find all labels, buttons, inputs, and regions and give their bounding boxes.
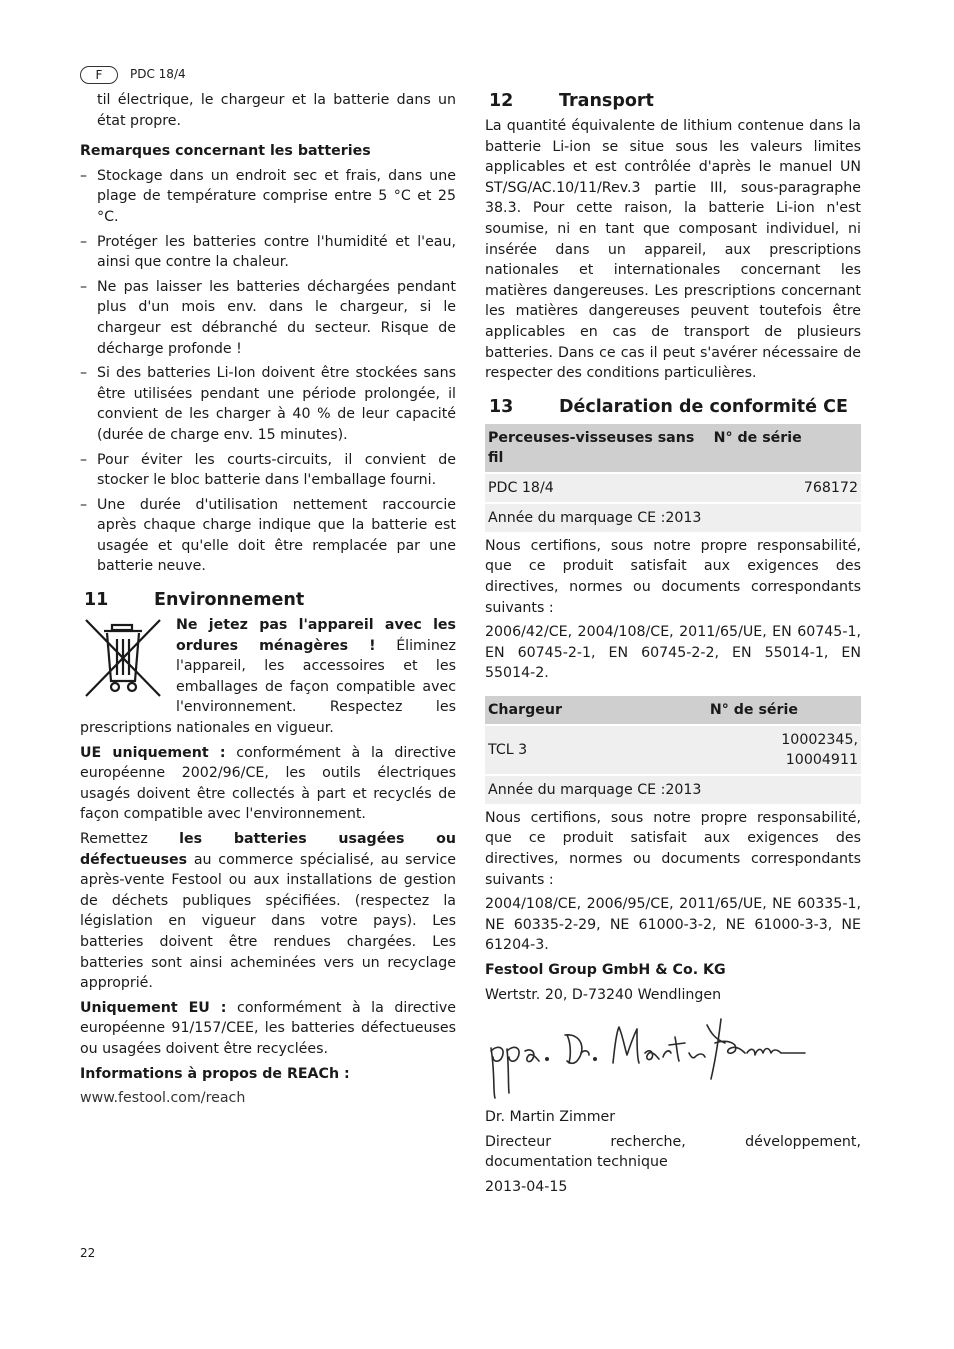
- reach-link[interactable]: www.festool.com/reach: [80, 1090, 246, 1107]
- certification-text-2: Nous certifions, sous notre propre responsabilité, que ce produit satisfait aux exigences des directives, normes ou documents correspondants suivants :: [485, 809, 861, 888]
- language-badge: F: [80, 66, 118, 84]
- section-13-heading: [485, 396, 861, 418]
- company-name: Festool Group GmbH & Co. KG: [485, 962, 726, 979]
- table-cell-product: TCL 3: [485, 725, 707, 775]
- left-column: [80, 90, 456, 1113]
- table-header-serial: N° de série: [707, 696, 861, 725]
- environment-block: [80, 615, 456, 743]
- table-row: [485, 725, 861, 775]
- table-cell-serial: 768172: [711, 473, 861, 503]
- section-title: Transport: [559, 91, 654, 111]
- page-number: 22: [80, 1246, 96, 1260]
- signer-name: Dr. Martin Zimmer: [485, 1109, 616, 1126]
- charger-conformity-table: [485, 696, 861, 804]
- table-header-product: Chargeur: [485, 696, 707, 725]
- table-cell-ce-year: Année du marquage CE :2013: [485, 503, 861, 532]
- section-12-heading: [485, 90, 861, 112]
- section-number: 11: [84, 590, 109, 611]
- right-column: [485, 90, 861, 1202]
- handwritten-signature: [485, 1013, 815, 1103]
- section-11-heading: [80, 589, 456, 611]
- document-code: PDC 18/4: [130, 67, 186, 81]
- list-item: – Stockage dans un endroit sec et frais, dans une plage de température comprise entre 5 °C et 25 °C.: [80, 167, 456, 225]
- list-item: – Si des batteries Li-Ion doivent être stockées sans être utilisées pendant une période prolongée, il convient de les charger à 40 % de leur capacité (durée de charge env. 15 minutes).: [80, 365, 456, 443]
- table-cell-product: PDC 18/4: [485, 473, 711, 503]
- signature-date: 2013-04-15: [485, 1179, 568, 1195]
- return-batteries-paragraph: Remettez les batteries usagées ou défectueuses au commerce spécialisé, au service après-vente Festool ou aux installations de gestion de déchets publiques spécifiées. (respectez la législation en vigueur dans votre pays). Les batteries doivent être rendues chargées. Les batteries sont ainsi acheminées vers un recyclage approprié.: [80, 831, 457, 992]
- intro-continuation: til électrique, le chargeur et la batterie dans un état propre.: [97, 92, 456, 129]
- table-row: [485, 503, 861, 532]
- norms-list-1: 2006/42/CE, 2004/108/CE, 2011/65/UE, EN 60745-1, EN 60745-2-1, EN 60745-2-2, EN 55014-1, EN 55014-2.: [485, 624, 861, 682]
- table-row: [485, 473, 861, 503]
- drill-conformity-table: [485, 424, 861, 532]
- transport-text: La quantité équivalente de lithium contenue dans la batterie Li-ion se situe sous les valeurs limites applicables et est contrôlée d'après le manuel UN ST/SG/AC.10/11/Rev.3 partie III, sous-paragraphe 38.3. Pour cette raison, la batterie Li-ion n'est soumise, ni en tant que composant individuel, ni insérée dans un appareil, aux prescriptions nationales et internationales concernant les matières dangereuses. Les prescriptions concernant les matières dangereuses peuvent toutefois être applicables en cas de transport de plusieurs batteries. Dans ce cas il peut s'avérer nécessaire de respecter des conditions particulières.: [485, 118, 861, 382]
- section-title: Déclaration de conformité CE: [559, 396, 848, 417]
- crossed-out-bin-icon: [84, 617, 162, 699]
- table-row: [485, 775, 861, 804]
- section-number: 12: [489, 91, 514, 111]
- list-item: – Une durée d'utilisation nettement raccourcie après chaque charge indique que la batterie est usagée et qu'elle doit être remplacée par une batterie neuve.: [80, 496, 456, 575]
- list-item: – Protéger les batteries contre l'humidité et l'eau, ainsi que contre la chaleur.: [80, 233, 456, 271]
- section-title: Environnement: [154, 590, 305, 611]
- list-item: – Pour éviter les courts-circuits, il convient de stocker le bloc batterie dans l'emballage fourni.: [80, 451, 456, 489]
- table-header-product: Perceuses-visseuses sans fil: [485, 424, 711, 473]
- section-number: 13: [489, 396, 514, 417]
- table-cell-serial: 10002345, 10004911: [707, 725, 861, 775]
- battery-notes-title: Remarques concernant les batteries: [80, 143, 371, 160]
- ue-only-paragraph: UE uniquement : conformément à la directive européenne 2002/96/CE, les outils électriques usagés doivent être collectés à part et recyclés de façon compatible avec l'environnement.: [80, 744, 456, 823]
- reach-title: Informations à propos de REACh :: [80, 1065, 350, 1082]
- table-cell-ce-year: Année du marquage CE :2013: [485, 775, 861, 804]
- table-header-serial: N° de série: [711, 424, 861, 473]
- eu-only-paragraph: Uniquement EU : conformément à la directive européenne 91/157/CEE, les batteries défectueuses ou usagées doivent être recyclées.: [80, 999, 456, 1057]
- signer-role: Directeur recherche, développement, documentation technique: [485, 1133, 861, 1171]
- environment-text: Ne jetez pas l'appareil avec les ordures ménagères ! Éliminez l'appareil, les accessoires et les emballages de façon compatible avec l'environnement. Respectez les prescriptions nationales en vigueur.: [80, 617, 456, 737]
- list-item: – Ne pas laisser les batteries déchargées pendant plus d'un mois env. dans le chargeur, si le chargeur est débranché du secteur. Risque de décharge profonde !: [80, 278, 456, 357]
- company-address: Wertstr. 20, D-73240 Wendlingen: [485, 986, 722, 1003]
- certification-text-1: Nous certifions, sous notre propre responsabilité, que ce produit satisfait aux exigences des directives, normes ou documents correspondants suivants :: [485, 537, 861, 616]
- battery-notes-list: [80, 166, 456, 577]
- norms-list-2: 2004/108/CE, 2006/95/CE, 2011/65/UE, NE 60335-1, NE 60335-2-29, NE 61000-3-2, NE 61000-3-3, NE 61204-3.: [485, 896, 861, 954]
